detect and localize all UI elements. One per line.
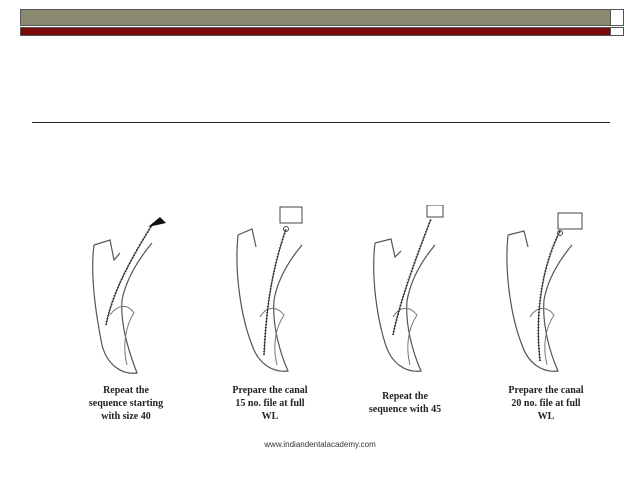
tooth-illustration-1 — [82, 205, 172, 380]
title-divider — [32, 122, 610, 123]
footer-url[interactable]: www.indiandentalacademy.com — [264, 440, 376, 449]
tooth-illustration-4 — [500, 205, 590, 380]
accent-band — [20, 27, 611, 36]
step-caption-1: Repeat the sequence starting with size 40 — [88, 385, 164, 422]
tooth-illustration-2 — [230, 205, 320, 380]
header-square — [610, 9, 624, 26]
tooth-illustration-3 — [365, 205, 455, 380]
header-band — [20, 9, 611, 26]
step-caption-4: Prepare the canal 20 no. file at full WL — [508, 385, 584, 422]
accent-square — [610, 27, 624, 36]
step-caption-2: Prepare the canal 15 no. file at full WL — [232, 385, 308, 422]
step-caption-3: Repeat the sequence with 45 — [368, 391, 442, 415]
